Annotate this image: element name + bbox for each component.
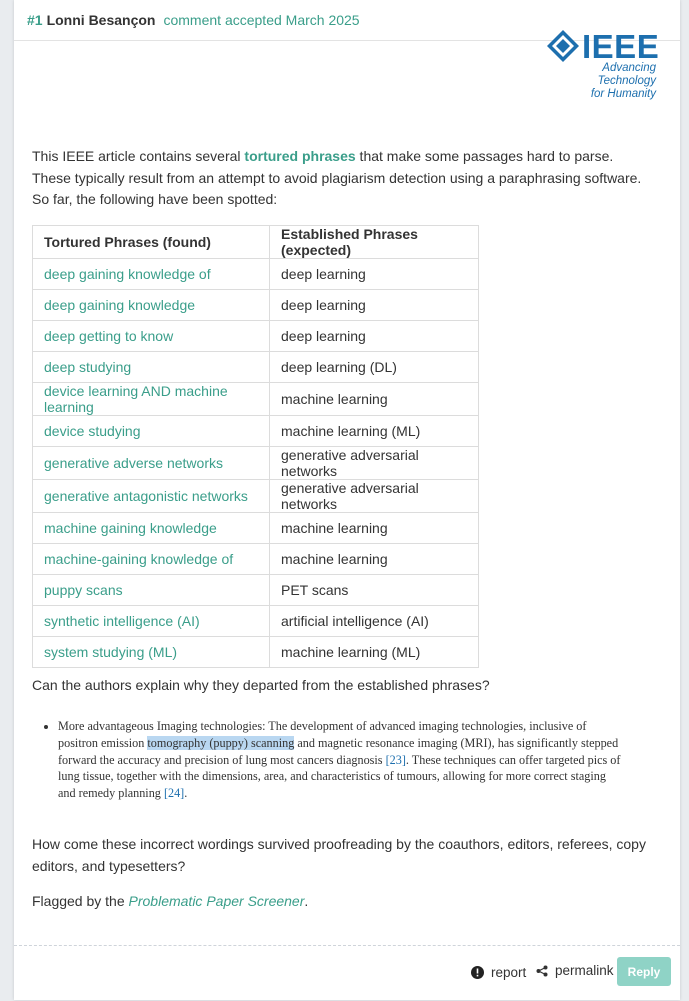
comment-meta: comment accepted March 2025: [163, 12, 360, 28]
question-1: Can the authors explain why they departed from the established phrases?: [32, 677, 490, 693]
reply-button[interactable]: Reply: [617, 957, 671, 986]
permalink-button[interactable]: permalink: [536, 963, 614, 978]
established-phrase: machine learning (ML): [270, 637, 479, 668]
tortured-phrase-link[interactable]: device studying: [33, 416, 270, 447]
tortured-phrase-link[interactable]: deep gaining knowledge: [33, 290, 270, 321]
tortured-phrase-link[interactable]: deep gaining knowledge of: [33, 259, 270, 290]
table-row: [33, 416, 479, 447]
ieee-wordmark: IEEE: [582, 28, 660, 65]
tortured-phrase-link[interactable]: system studying (ML): [33, 637, 270, 668]
screener-link[interactable]: Problematic Paper Screener: [128, 893, 305, 909]
tortured-phrases-link[interactable]: tortured phrases: [244, 148, 356, 164]
tortured-phrase-link[interactable]: device learning AND machine learning: [33, 383, 270, 416]
established-phrase: generative adversarial networks: [270, 480, 479, 513]
reference-24[interactable]: [24]: [163, 786, 185, 801]
comment-card: [14, 0, 680, 1000]
share-icon: [536, 965, 548, 977]
header-expected: Established Phrases (expected): [270, 226, 479, 259]
reference-23[interactable]: [23]: [385, 752, 406, 767]
established-phrase: artificial intelligence (AI): [270, 606, 479, 637]
table-row: [33, 513, 479, 544]
ieee-logo: [546, 28, 660, 100]
alert-icon: [471, 966, 484, 979]
table-row: [33, 321, 479, 352]
established-phrase: deep learning: [270, 290, 479, 321]
established-phrase: deep learning (DL): [270, 352, 479, 383]
header-found: Tortured Phrases (found): [33, 226, 270, 259]
tortured-phrase-link[interactable]: synthetic intelligence (AI): [33, 606, 270, 637]
tortured-phrase-link[interactable]: generative adverse networks: [33, 447, 270, 480]
question-2: How come these incorrect wordings survived proofreading by the coauthors, editors, referees, copy editors, and typesetters?: [32, 836, 646, 874]
intro-paragraph: This IEEE article contains several tortured phrases that make some passages hard to parse. These typically result from an attempt to avoid plagiarism detection using a paraphrasing software. So far, the following have been spotted:: [32, 148, 642, 207]
ieee-diamond-icon: [546, 29, 580, 63]
excerpt-item: • More advantageous Imaging technologies: The development of advanced imaging technologies, inclusive of positron emission tomography (puppy) scanning and magnetic resonance imaging (MRI), has significantly stepped forward the accuracy and precision of lung most cancers diagnosis [23]. These techniques can offer targeted pics of lung tissue, together with the dimensions, area, and characteristics of tumours, allowing for more correct staging and remedy planning [24].: [58, 718, 622, 802]
table-row: [33, 259, 479, 290]
tortured-phrase-link[interactable]: machine gaining knowledge: [33, 513, 270, 544]
table-row: [33, 447, 479, 480]
phrases-table: [32, 225, 479, 668]
report-button[interactable]: report: [471, 965, 526, 980]
article-excerpt: [32, 718, 622, 802]
established-phrase: machine learning: [270, 513, 479, 544]
table-row: [33, 544, 479, 575]
tortured-phrase-link[interactable]: generative antagonistic networks: [33, 480, 270, 513]
table-row: [33, 383, 479, 416]
tortured-phrase-link[interactable]: deep getting to know: [33, 321, 270, 352]
flagged-line: Flagged by the Problematic Paper Screener.: [32, 893, 309, 909]
table-row: [33, 606, 479, 637]
tortured-phrase-link[interactable]: puppy scans: [33, 575, 270, 606]
table-row: [33, 575, 479, 606]
table-row: [33, 352, 479, 383]
established-phrase: generative adversarial networks: [270, 447, 479, 480]
table-row: [33, 637, 479, 668]
tortured-phrase-link[interactable]: machine-gaining knowledge of: [33, 544, 270, 575]
table-row: [33, 290, 479, 321]
highlighted-phrase: tomography (puppy) scanning: [147, 735, 295, 750]
established-phrase: machine learning: [270, 383, 479, 416]
established-phrase: deep learning: [270, 259, 479, 290]
table-row: [33, 480, 479, 513]
established-phrase: machine learning (ML): [270, 416, 479, 447]
comment-number[interactable]: #1: [27, 12, 43, 28]
tortured-phrase-link[interactable]: deep studying: [33, 352, 270, 383]
table-header-row: [33, 226, 479, 259]
established-phrase: deep learning: [270, 321, 479, 352]
established-phrase: machine learning: [270, 544, 479, 575]
comment-author[interactable]: Lonni Besançon: [46, 12, 156, 28]
established-phrase: PET scans: [270, 575, 479, 606]
ieee-tagline: Advancing Technology for Humanity: [590, 62, 656, 100]
comment-footer: [14, 945, 680, 1001]
